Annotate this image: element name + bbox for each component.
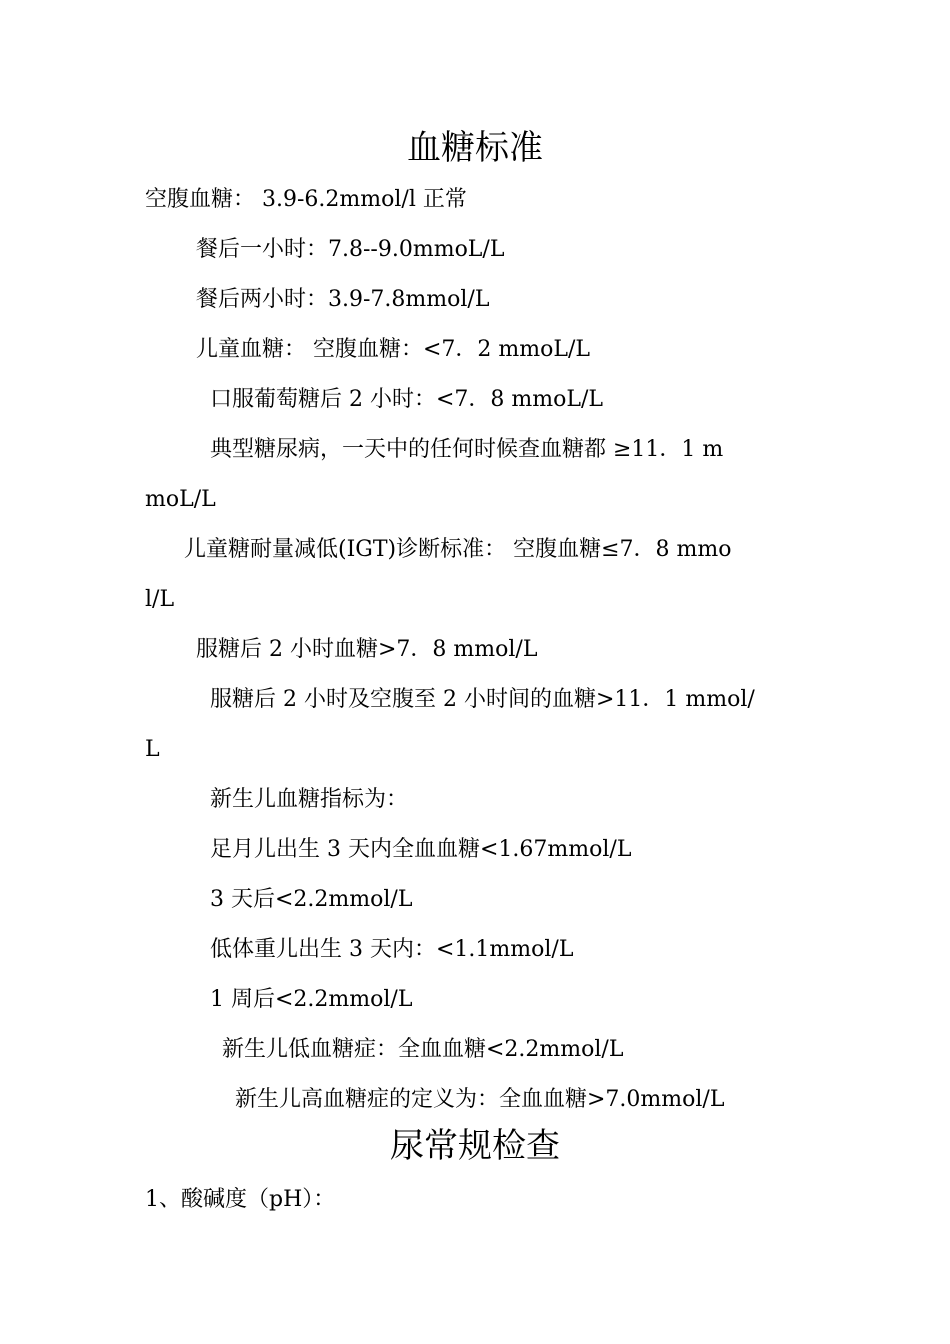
text-line-after-3-days: 3 天后<2.2mmol/L: [210, 887, 413, 912]
text-line-two-hour: 餐后两小时：3.9-7.8mmol/L: [196, 287, 490, 312]
text-line-fasting: 空腹血糖： 3.9-6.2mmol/l 正常: [145, 187, 467, 212]
text-line-post-glucose: 服糖后 2 小时血糖>7．8 mmol/L: [196, 637, 538, 662]
section-title-blood-sugar: 血糖标准: [407, 128, 543, 168]
text-line-hyperglycemia: 新生儿高血糖症的定义为：全血血糖>7.0mmol/L: [235, 1087, 725, 1112]
section-title-urine-test: 尿常规检查: [390, 1126, 560, 1166]
text-line-oral-glucose: 口服葡萄糖后 2 小时：<7．8 mmoL/L: [210, 387, 604, 412]
text-line-fullterm: 足月儿出生 3 天内全血血糖<1.67mmol/L: [210, 837, 632, 862]
text-line-hypoglycemia: 新生儿低血糖症：全血血糖<2.2mmol/L: [222, 1037, 624, 1062]
text-line-igt-criteria: 儿童糖耐量减低(IGT)诊断标准： 空腹血糖≤7．8 mmo: [184, 537, 732, 562]
text-line-post-glucose-interval-cont: L: [145, 737, 160, 762]
text-line-child-fasting: 儿童血糖： 空腹血糖：<7．2 mmoL/L: [196, 337, 591, 362]
text-line-low-weight: 低体重儿出生 3 天内：<1.1mmol/L: [210, 937, 574, 962]
text-line-igt-criteria-cont: l/L: [145, 587, 175, 612]
text-line-ph: 1、酸碱度（pH）：: [145, 1187, 336, 1212]
text-line-newborn-header: 新生儿血糖指标为：: [210, 787, 409, 812]
text-line-post-glucose-interval: 服糖后 2 小时及空腹至 2 小时间的血糖>11．1 mmol/: [210, 687, 755, 712]
text-line-typical-diabetes: 典型糖尿病，一天中的任何时候查血糖都 ≥11．1 m: [210, 437, 724, 462]
text-line-typical-diabetes-cont: moL/L: [145, 487, 216, 512]
text-line-one-hour: 餐后一小时：7.8--9.0mmoL/L: [196, 237, 505, 262]
text-line-after-1-week: 1 周后<2.2mmol/L: [210, 987, 413, 1012]
